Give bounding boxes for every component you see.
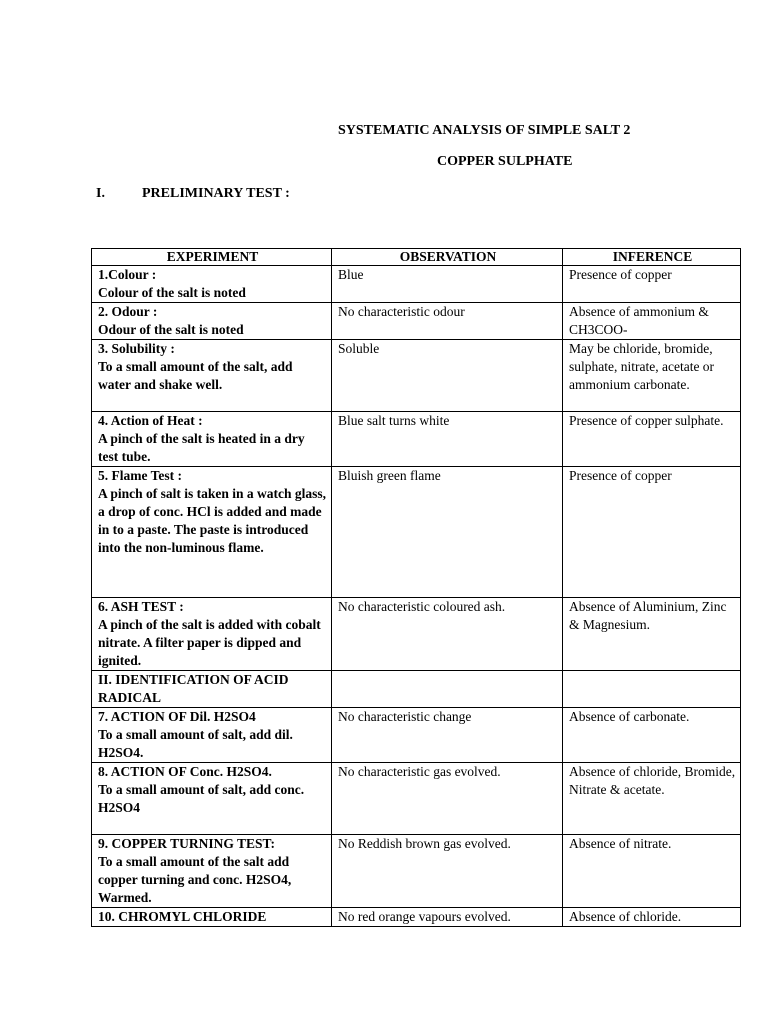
table-row [92,908,741,927]
table-row [92,708,741,763]
observation-cell: No characteristic odour [332,303,563,340]
observation-cell: No Reddish brown gas evolved. [332,835,563,908]
experiment-cell [92,303,332,340]
observation-cell: Blue salt turns white [332,412,563,467]
observation-cell: No red orange vapours evolved. [332,908,563,927]
experiment-cell [92,708,332,763]
experiment-cell [92,835,332,908]
inference-cell: May be chloride, bromide, sulphate, nitrate, acetate or ammonium carbonate. [563,340,741,412]
inference-cell: Absence of Aluminium, Zinc & Magnesium. [563,598,741,671]
inference-cell: Absence of chloride, Bromide, Nitrate & acetate. [563,763,741,835]
experiment-description: A pinch of the salt is added with cobalt nitrate. A filter paper is dipped and ignited. [98,617,321,668]
experiment-cell [92,763,332,835]
section-title: PRELIMINARY TEST : [142,186,290,201]
experiment-cell [92,467,332,598]
experiment-title: 8. ACTION OF Conc. H2SO4. [98,764,272,779]
experiment-title: 9. COPPER TURNING TEST: [98,836,276,851]
experiment-title: 2. Odour : [98,304,158,319]
observation-cell: No characteristic coloured ash. [332,598,563,671]
experiment-description: To a small amount of salt, add conc. H2SO4 [98,782,305,815]
table-row [92,763,741,835]
inference-cell: Presence of copper [563,467,741,598]
section-heading-acid-radical: II. IDENTIFICATION OF ACID RADICAL [98,672,289,705]
experiment-description: A pinch of the salt is heated in a dry test tube. [98,431,305,464]
experiment-title: 5. Flame Test : [98,468,182,483]
experiment-title: 10. CHROMYL CHLORIDE [98,909,267,924]
document-title: SYSTEMATIC ANALYSIS OF SIMPLE SALT 2 [338,123,631,138]
experiment-cell [92,412,332,467]
experiment-cell [92,266,332,303]
observation-cell [332,671,563,708]
table-row [92,266,741,303]
experiment-description: To a small amount of the salt add copper turning and conc. H2SO4, Warmed. [98,854,292,905]
experiment-title: 6. ASH TEST : [98,599,184,614]
experiment-description: A pinch of salt is taken in a watch glass, a drop of conc. HCl is added and made in to a paste. The paste is introduced into the non-luminous flame. [98,486,327,555]
experiment-description: Odour of the salt is noted [98,322,244,337]
header-observation: OBSERVATION [332,249,563,266]
observation-cell: No characteristic gas evolved. [332,763,563,835]
header-inference: INFERENCE [563,249,741,266]
table-header-row [92,249,741,266]
table-row [92,303,741,340]
inference-cell: Presence of copper sulphate. [563,412,741,467]
experiment-cell [92,340,332,412]
table-row [92,671,741,708]
table-row [92,340,741,412]
experiment-cell [92,671,332,708]
table-row [92,598,741,671]
inference-cell: Absence of carbonate. [563,708,741,763]
inference-cell: Presence of copper [563,266,741,303]
experiment-description: Colour of the salt is noted [98,285,246,300]
document-subtitle: COPPER SULPHATE [437,154,573,169]
experiment-cell [92,598,332,671]
header-experiment: EXPERIMENT [92,249,332,266]
experiment-description: To a small amount of the salt, add water and shake well. [98,359,293,392]
table-row [92,467,741,598]
experiment-cell [92,908,332,927]
table-row [92,835,741,908]
inference-cell: Absence of ammonium & CH3COO- [563,303,741,340]
observation-cell: No characteristic change [332,708,563,763]
inference-cell: Absence of nitrate. [563,835,741,908]
experiment-title: 7. ACTION OF Dil. H2SO4 [98,709,256,724]
inference-cell [563,671,741,708]
observation-cell: Bluish green flame [332,467,563,598]
observation-cell: Blue [332,266,563,303]
section-number: I. [96,186,105,201]
experiment-title: 3. Solubility : [98,341,175,356]
experiment-title: 1.Colour : [98,267,157,282]
observation-cell: Soluble [332,340,563,412]
table-row [92,412,741,467]
experiment-description: To a small amount of salt, add dil. H2SO4. [98,727,293,760]
experiment-title: 4. Action of Heat : [98,413,203,428]
analysis-table [91,248,741,927]
inference-cell: Absence of chloride. [563,908,741,927]
